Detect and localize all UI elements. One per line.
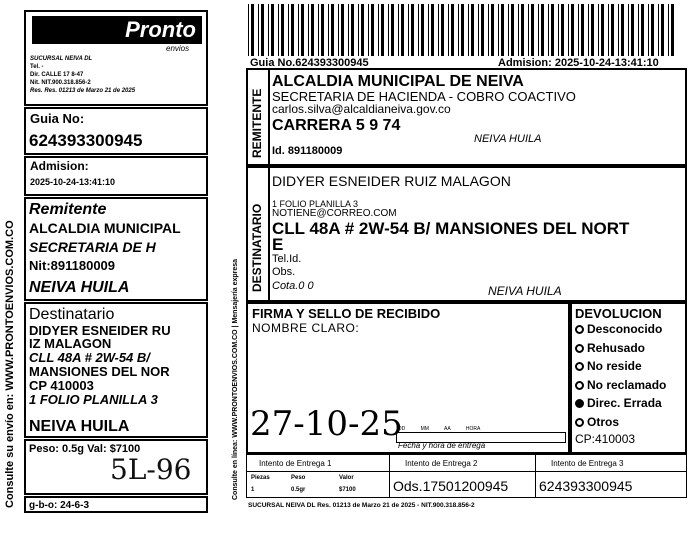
barcode-bar bbox=[518, 4, 519, 56]
dev-option bbox=[575, 324, 662, 335]
dev-option-label: Otros bbox=[587, 414, 620, 429]
dest-line4: MANSIONES DEL NOR bbox=[29, 364, 170, 379]
barcode-bar bbox=[308, 4, 309, 56]
logo-sub: envios bbox=[166, 44, 190, 53]
destinatario-block bbox=[24, 302, 208, 438]
dev-check-circle[interactable] bbox=[575, 344, 584, 353]
barcode-bar bbox=[508, 4, 509, 56]
intento2: Intento de Entrega 2 bbox=[405, 459, 478, 468]
barcode-bar bbox=[571, 4, 574, 56]
dev-option bbox=[575, 414, 620, 429]
rem-address: CARRERA 5 9 74 bbox=[272, 117, 401, 134]
pronto-logo bbox=[32, 16, 202, 44]
admision-label: Admision: bbox=[30, 159, 89, 173]
footer: SUCURSAL NEIVA DL Res. 01213 de Marzo 21 de 2025 - NIT.900.318.856-2 bbox=[248, 502, 475, 509]
intentos-panel bbox=[246, 454, 687, 498]
remitente-city: NEIVA HUILA bbox=[29, 279, 130, 296]
barcode-bar bbox=[618, 4, 619, 56]
barcode-bar bbox=[271, 4, 274, 56]
barcode-bar bbox=[401, 4, 404, 56]
firma-date: 27-10-25 bbox=[250, 404, 403, 444]
remitente-panel bbox=[246, 68, 687, 166]
dev-option-label: Direc. Errada bbox=[587, 396, 662, 410]
dev-option bbox=[575, 340, 646, 355]
bottom-code-block bbox=[24, 496, 208, 513]
intento-divider-1 bbox=[389, 455, 390, 497]
barcode-bar bbox=[428, 4, 429, 56]
firma-title: FIRMA Y SELLO DE RECIBIDO bbox=[252, 306, 441, 321]
barcode-bar bbox=[291, 4, 294, 56]
barcode-bar bbox=[471, 4, 474, 56]
barcode-bar bbox=[578, 4, 579, 56]
dev-option-label: No reside bbox=[587, 359, 642, 373]
firma-panel bbox=[246, 302, 570, 454]
pieza-value-1: 0.5gr bbox=[291, 487, 306, 493]
barcode-bar bbox=[548, 4, 549, 56]
barcode-bar bbox=[258, 4, 259, 56]
barcode-bar bbox=[628, 4, 629, 56]
dest-city-right: NEIVA HUILA bbox=[488, 284, 562, 298]
barcode-bar bbox=[478, 4, 479, 56]
barcode-bar bbox=[351, 4, 354, 56]
barcode-bar bbox=[661, 4, 664, 56]
rem-city: NEIVA HUILA bbox=[474, 133, 542, 145]
barcode-bar bbox=[588, 4, 589, 56]
barcode-bar bbox=[558, 4, 559, 56]
logo-text: Pronto bbox=[125, 17, 196, 42]
barcode-bar bbox=[488, 4, 489, 56]
dev-option bbox=[575, 361, 642, 372]
destinatario-label: Destinatario bbox=[29, 306, 115, 323]
barcode-bar bbox=[621, 4, 624, 56]
barcode-bar bbox=[411, 4, 414, 56]
dest-line3: CLL 48A # 2W-54 B/ bbox=[29, 350, 150, 365]
barcode-bar bbox=[431, 4, 434, 56]
dev-option bbox=[575, 377, 667, 392]
destinatario-tab-label: DESTINATARIO bbox=[250, 203, 264, 292]
barcode-bar bbox=[331, 4, 334, 56]
barcode-bar bbox=[251, 4, 254, 56]
guia-box: 624393300945 bbox=[539, 478, 633, 494]
dev-option-label: No reclamado bbox=[587, 377, 667, 392]
barcode-bar bbox=[288, 4, 289, 56]
remitente-label: Remitente bbox=[29, 201, 107, 218]
remitente-nit: Nit:891180009 bbox=[29, 258, 116, 273]
dest-cota: Cota.0 0 bbox=[272, 280, 314, 292]
admision-value: 2025-10-24-13:41:10 bbox=[30, 177, 116, 187]
pieza-header-0: Piezas bbox=[251, 475, 270, 481]
barcode-bar bbox=[568, 4, 569, 56]
barcode-bar bbox=[611, 4, 614, 56]
dev-check-circle[interactable] bbox=[575, 325, 584, 334]
remitente-block bbox=[24, 197, 208, 301]
pieza-header-1: Peso bbox=[291, 475, 306, 481]
barcode bbox=[248, 4, 684, 56]
dest-folio: 1 FOLIO PLANILLA 3 bbox=[272, 199, 359, 209]
rem-dept: SECRETARIA DE HACIENDA - COBRO COACTIVO bbox=[272, 89, 576, 104]
sucursal: SUCURSAL NEIVA DL bbox=[30, 56, 93, 62]
barcode-bar bbox=[531, 4, 534, 56]
dest-address: CLL 48A # 2W-54 B/ MANSIONES DEL NORT bbox=[272, 219, 630, 238]
remitente-line2: SECRETARIA DE H bbox=[29, 239, 156, 255]
remitente-tab-label: REMITENTE bbox=[250, 88, 264, 158]
fecha-sub: DD MM AA HORA bbox=[398, 426, 481, 432]
barcode-bar bbox=[541, 4, 544, 56]
barcode-bar bbox=[671, 4, 674, 56]
barcode-bar bbox=[641, 4, 644, 56]
dest-city: NEIVA HUILA bbox=[29, 418, 130, 435]
barcode-bar bbox=[341, 4, 344, 56]
barcode-bar bbox=[651, 4, 654, 56]
barcode-bar bbox=[638, 4, 639, 56]
peso-handwritten: 5L-96 bbox=[110, 453, 192, 486]
barcode-bar bbox=[311, 4, 314, 56]
barcode-bar bbox=[398, 4, 399, 56]
peso-label: Peso: 0.5g Val: $7100 bbox=[29, 443, 141, 455]
barcode-bar bbox=[268, 4, 269, 56]
barcode-bar bbox=[298, 4, 299, 56]
barcode-bar bbox=[538, 4, 539, 56]
devolucion-panel bbox=[570, 302, 687, 454]
barcode-bar bbox=[608, 4, 609, 56]
barcode-bar bbox=[261, 4, 264, 56]
nit: Nit. NIT.900.318.856-2 bbox=[30, 80, 91, 86]
rem-id: Id. 891180009 bbox=[272, 145, 343, 157]
barcode-svg bbox=[248, 4, 684, 56]
tel: Tel. - bbox=[30, 64, 44, 70]
pieza-value-0: 1 bbox=[251, 487, 255, 493]
barcode-bar bbox=[441, 4, 444, 56]
pieza-header-2: Valor bbox=[339, 475, 354, 481]
barcode-bar bbox=[591, 4, 594, 56]
barcode-bar bbox=[561, 4, 564, 56]
barcode-bar bbox=[648, 4, 649, 56]
barcode-bar bbox=[491, 4, 494, 56]
dev-option bbox=[575, 398, 662, 409]
barcode-bar bbox=[598, 4, 599, 56]
devolucion-title: DEVOLUCION bbox=[575, 306, 662, 321]
barcode-bar bbox=[458, 4, 459, 56]
barcode-bar bbox=[278, 4, 279, 56]
barcode-bar bbox=[501, 4, 504, 56]
barcode-bar bbox=[361, 4, 364, 56]
barcode-bar bbox=[348, 4, 349, 56]
barcode-bar bbox=[551, 4, 554, 56]
barcode-bar bbox=[498, 4, 499, 56]
barcode-bar bbox=[511, 4, 514, 56]
barcode-bar bbox=[328, 4, 329, 56]
barcode-bar bbox=[668, 4, 669, 56]
admision-header: Admision: 2025-10-24-13:41:10 bbox=[498, 57, 659, 69]
dest-line6: 1 FOLIO PLANILLA 3 bbox=[29, 392, 158, 407]
barcode-bar bbox=[391, 4, 394, 56]
guia-number: 624393300945 bbox=[29, 131, 143, 150]
guia-header: Guia No.624393300945 bbox=[250, 57, 369, 69]
guia-label: Guia No: bbox=[30, 111, 85, 126]
barcode-bar bbox=[378, 4, 379, 56]
barcode-bar bbox=[338, 4, 339, 56]
guia-block bbox=[24, 107, 208, 155]
fecha-small: Fecha y hora de entrega bbox=[398, 441, 486, 450]
dev-check-circle[interactable] bbox=[575, 362, 584, 371]
dest-line5: CP 410003 bbox=[29, 378, 94, 393]
dev-check-circle[interactable] bbox=[575, 399, 584, 408]
admision-block bbox=[24, 156, 208, 196]
barcode-bar bbox=[461, 4, 464, 56]
dest-email: NOTIENE@CORREO.COM bbox=[272, 208, 397, 219]
left-side-url: Consulte su envío en: WWW.PRONTOENVIOS.COM.CO bbox=[4, 220, 16, 508]
barcode-bar bbox=[581, 4, 584, 56]
ods: Ods.17501200945 bbox=[393, 478, 509, 494]
peso-block bbox=[24, 439, 208, 495]
barcode-bar bbox=[468, 4, 469, 56]
barcode-bar bbox=[248, 4, 249, 56]
dest-name: DIDYER ESNEIDER RUIZ MALAGON bbox=[272, 173, 511, 189]
dest-line1: DIDYER ESNEIDER RU bbox=[29, 323, 171, 338]
nombre-claro: NOMBRE CLARO: bbox=[252, 321, 360, 335]
barcode-bar bbox=[448, 4, 449, 56]
barcode-bar bbox=[601, 4, 604, 56]
barcode-bar bbox=[388, 4, 389, 56]
barcode-bar bbox=[301, 4, 304, 56]
barcode-bar bbox=[381, 4, 384, 56]
dest-tel: Tel.Id. bbox=[272, 253, 302, 265]
barcode-bar bbox=[368, 4, 369, 56]
res: Res. Res. 01213 de Marzo 21 de 2025 bbox=[30, 88, 136, 94]
barcode-bar bbox=[281, 4, 284, 56]
intento1: Intento de Entrega 1 bbox=[259, 459, 332, 468]
dev-check-circle[interactable] bbox=[575, 381, 584, 390]
dev-option-label: Rehusado bbox=[587, 340, 646, 355]
destinatario-panel bbox=[246, 166, 687, 302]
remitente-line1: ALCALDIA MUNICIPAL bbox=[29, 220, 181, 236]
intento3: Intento de Entrega 3 bbox=[551, 459, 624, 468]
logo-block bbox=[24, 10, 208, 106]
barcode-bar bbox=[528, 4, 529, 56]
barcode-bar bbox=[631, 4, 634, 56]
barcode-bar bbox=[421, 4, 424, 56]
barcode-bar bbox=[438, 4, 439, 56]
barcode-bar bbox=[481, 4, 484, 56]
dest-address2: E bbox=[272, 235, 284, 254]
right-side-url: Consulte en línea: WWW.PRONTOENVIOS.COM.CO | Mensajería expresa bbox=[232, 258, 239, 500]
dev-cp: CP:410003 bbox=[575, 432, 636, 446]
intento-hline bbox=[247, 471, 686, 472]
dir: Dir. CALLE 17 8-47 bbox=[30, 72, 84, 78]
barcode-bar bbox=[318, 4, 319, 56]
barcode-bar bbox=[451, 4, 454, 56]
barcode-bar bbox=[321, 4, 324, 56]
dev-check-circle[interactable] bbox=[575, 418, 584, 427]
dev-option-label: Desconocido bbox=[587, 322, 663, 336]
rem-email: carlos.silva@alcaldianeiva.gov.co bbox=[272, 102, 451, 116]
barcode-bar bbox=[371, 4, 374, 56]
barcode-bar bbox=[658, 4, 659, 56]
dest-line2: IZ MALAGON bbox=[29, 336, 112, 351]
barcode-bar bbox=[521, 4, 524, 56]
barcode-bar bbox=[418, 4, 419, 56]
pieza-value-2: $7100 bbox=[339, 487, 356, 493]
rem-name: ALCALDIA MUNICIPAL DE NEIVA bbox=[272, 73, 524, 90]
barcode-bar bbox=[408, 4, 409, 56]
dest-obs: Obs. bbox=[272, 266, 296, 278]
barcode-bar bbox=[358, 4, 359, 56]
bottom-code: g-b-o: 24-6-3 bbox=[29, 500, 89, 511]
intento-divider-2 bbox=[535, 455, 536, 497]
